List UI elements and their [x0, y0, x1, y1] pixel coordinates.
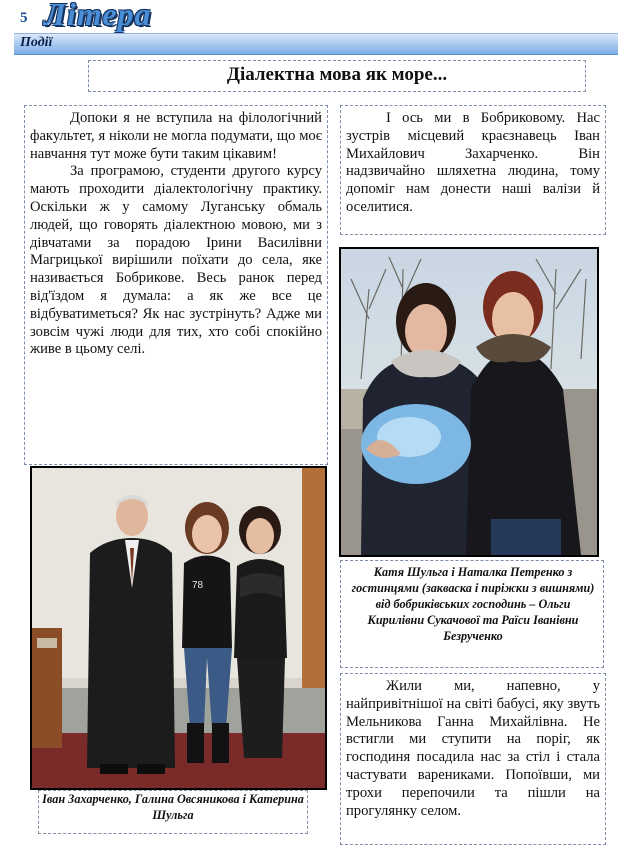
article-column-3 [346, 678, 600, 820]
section-label: Події [20, 35, 53, 50]
page-number: 5 [20, 10, 28, 26]
photo-three-people-indoors [30, 466, 327, 790]
photo-two-girls-with-gifts [339, 247, 599, 557]
shirt-number: 78 [192, 580, 204, 591]
photo-three-people-image [32, 468, 325, 788]
paragraph: І ось ми в Бобриковому. Нас зустрів місцевий краєзнавець Іван Михайлович Захарченко. Він надзвичайно шляхетна людина, тому допоміг нам донести наші валізи й оселитися. [346, 110, 600, 215]
paragraph: Жили ми, напевно, у найпривітнішої на світі бабусі, яку звуть Мельникова Ганна Михайлівна. Не встигли ми ступити на поріг, як господиня посадила нас за стіл і стала частувати варениками. Попоївши, ми трохи перепочили та пішли на прогулянку селом. [346, 678, 600, 819]
paragraph: Допоки я не вступила на філологічний факультет, я ніколи не могла подумати, що моє навчання тут може бути таким цікавим! [30, 110, 322, 162]
masthead-title: Літера [44, 0, 152, 32]
article-column-1 [30, 110, 322, 359]
paragraph: За програмою, студенти другого курсу мають проходити діалектологічну практику. Оскільки ж у самому Луганську обмаль людей, що говорять діалектною мовою, ми з дівчатами за порадою Ірини Василівни Магрицької вирішили поїхати до села, яке називається Бобрикове. Весь ранок перед від'їздом я думала: а як же все це відбуватиметься? Як нас зустрінуть? Адже ми зовсім чужі люди для тих, хто собі спокійно живе в цьому селі. [30, 163, 322, 358]
article-column-2 [346, 110, 600, 217]
photo-2-caption: Іван Захарченко, Галина Овсяникова і Катерина Шульга [42, 792, 304, 822]
article-title: Діалектна мова як море... [226, 64, 448, 85]
photo-1-caption: Катя Шульга і Наталка Петренко з гостинцями (закваска і пиріжки з вишнями) від бобриківських господинь – Ольги Кирилівни Сукачової та Раїси Іванівни Безрученко [351, 565, 595, 643]
photo-two-girls-image [341, 249, 597, 555]
section-bar [14, 33, 618, 55]
